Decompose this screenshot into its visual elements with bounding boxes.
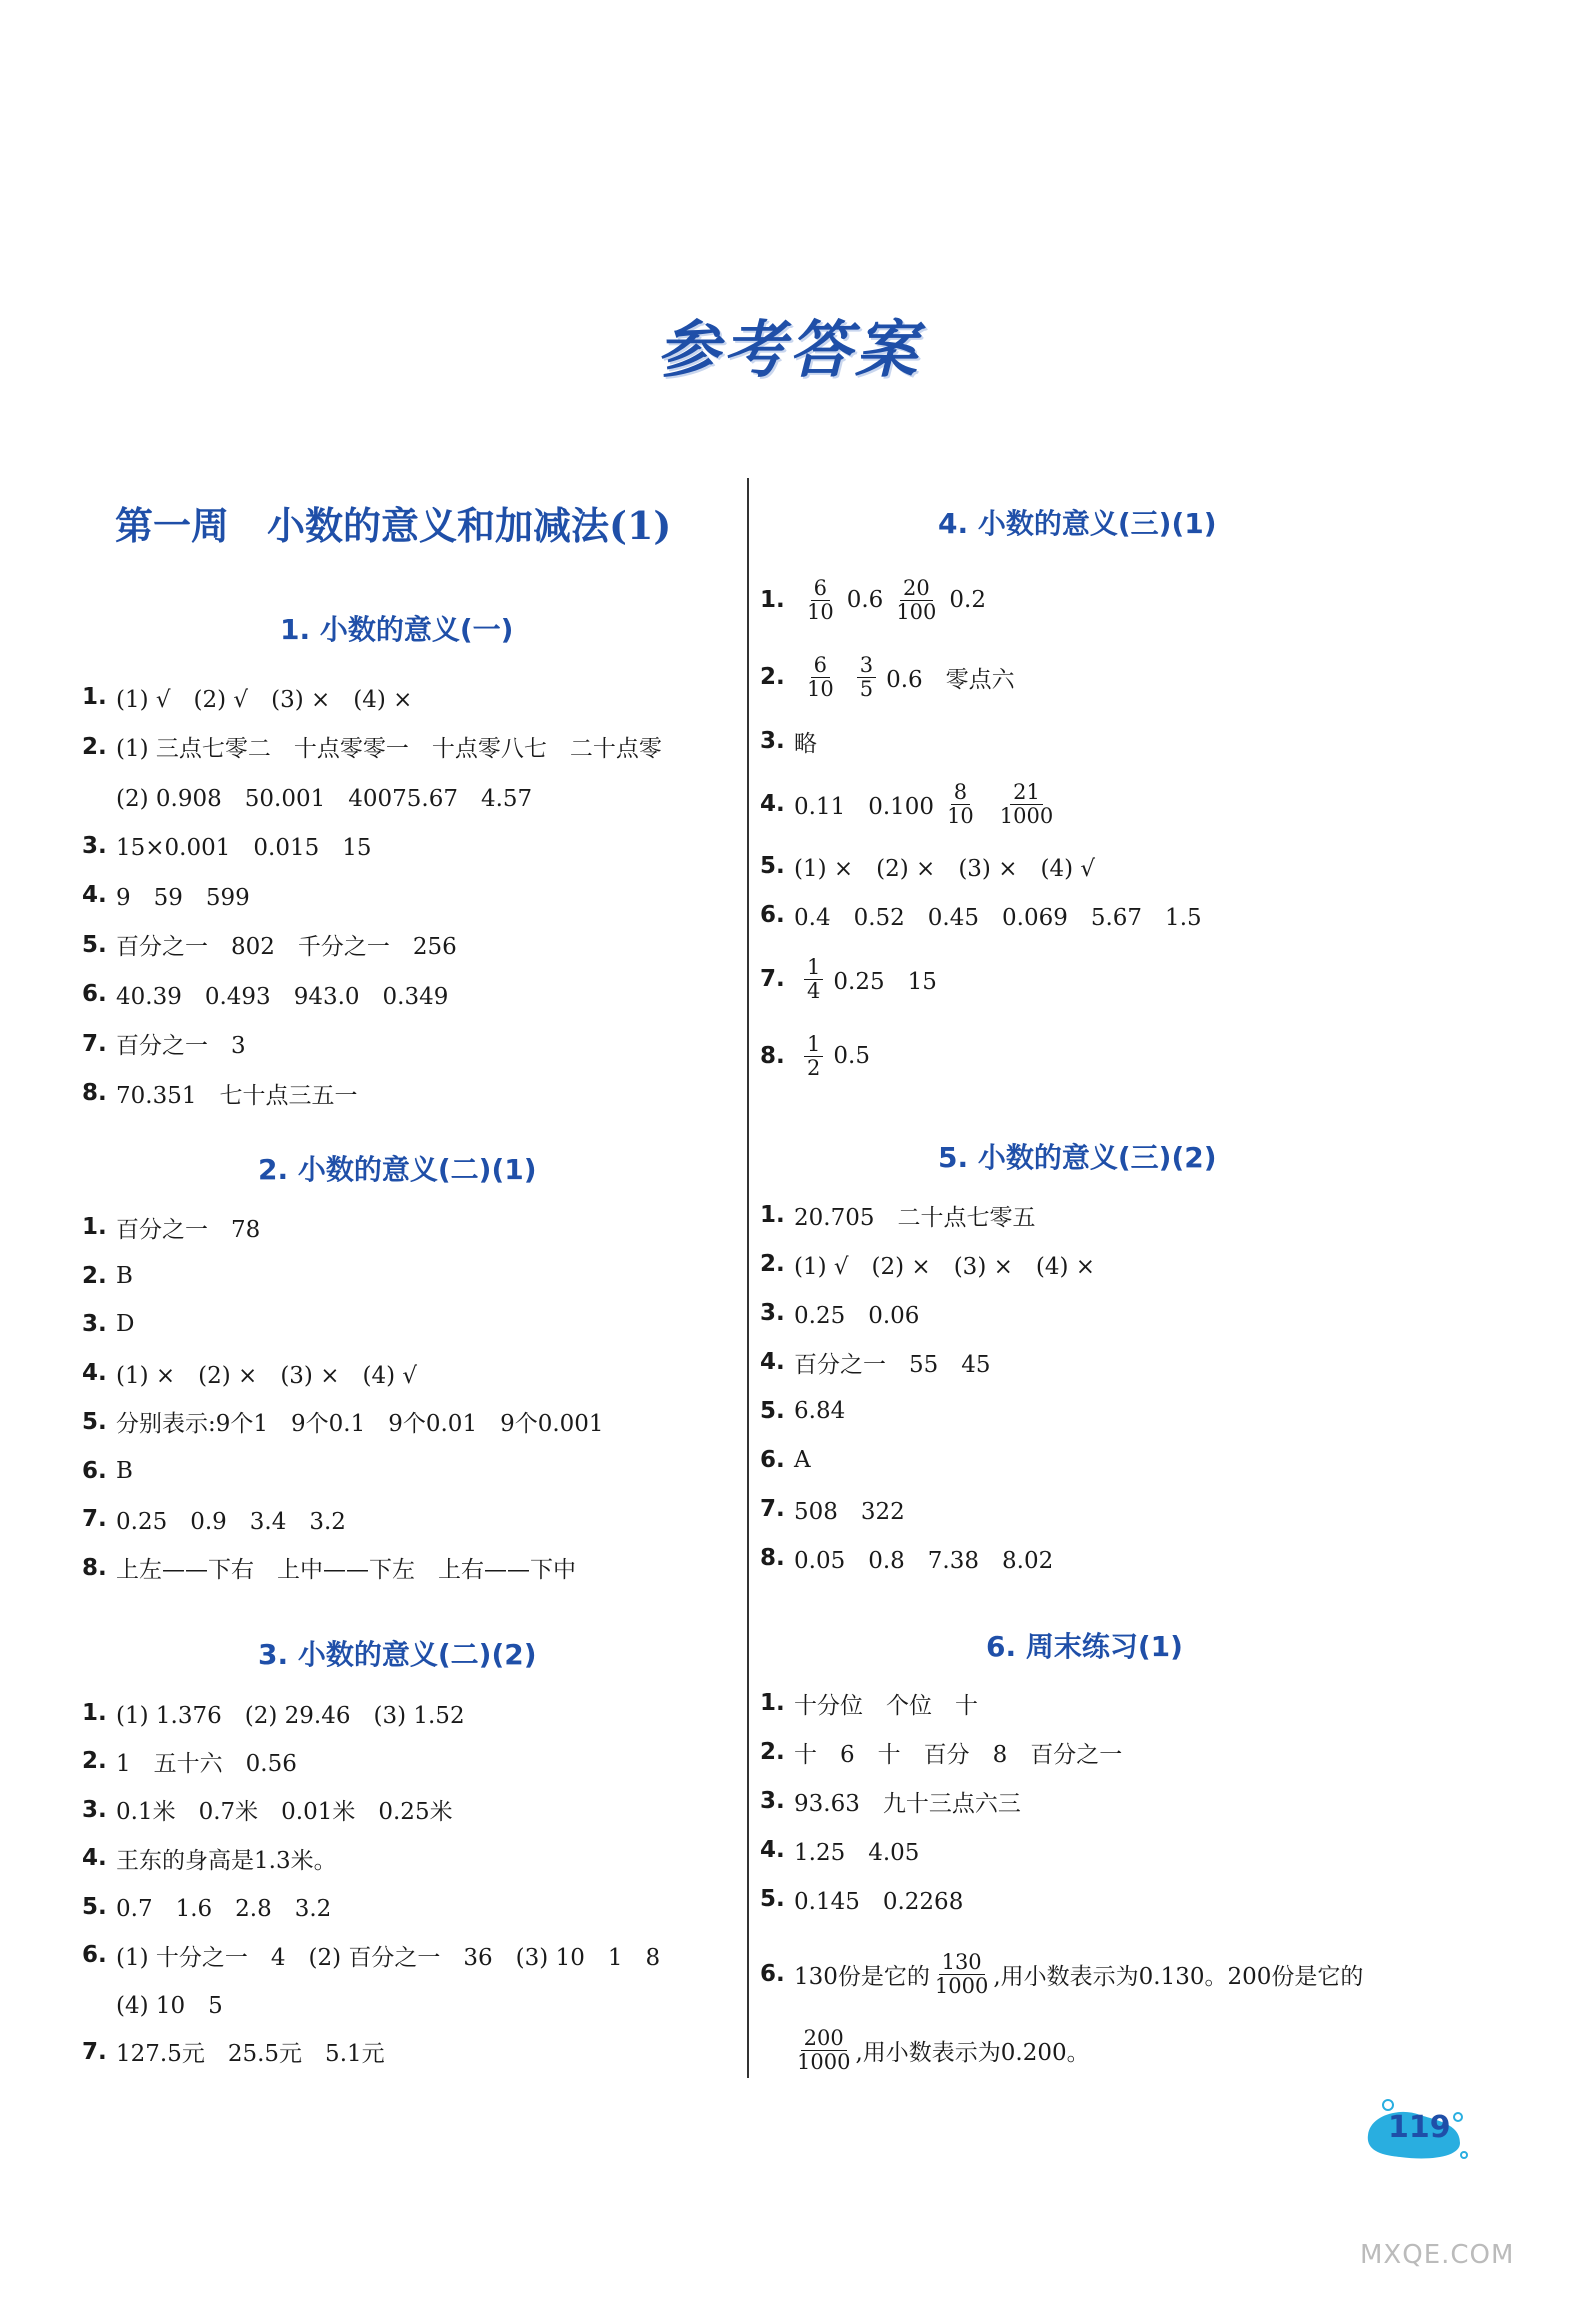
fraction (857, 654, 876, 699)
answer-row (760, 1342, 991, 1382)
answer-row (82, 727, 662, 767)
answer-row (82, 1838, 337, 1878)
answer-number: 7. (82, 1030, 107, 1057)
answer-row (82, 875, 250, 915)
answer-text: 0.05 0.8 7.38 8.02 (794, 1547, 1054, 1574)
week-title: 第一周 小数的意义和加减法(1) (115, 503, 672, 548)
answer-row (760, 721, 817, 761)
answer-number: 3. (760, 1300, 785, 1326)
answer-number: 5. (760, 1886, 785, 1912)
answer-number: 1. (760, 1202, 785, 1228)
answer-text: 9 59 599 (116, 884, 250, 911)
answer-text: 6.84 (794, 1398, 846, 1424)
page-number: 119 (1388, 2110, 1451, 2145)
answer-number: 5. (82, 931, 107, 958)
answer-row (82, 925, 457, 965)
page-title: 参考答案 (656, 313, 921, 386)
answer-number: 3. (82, 1796, 107, 1823)
answer-number: 2. (760, 1251, 785, 1277)
answer-number: 2. (82, 1262, 107, 1289)
answer-number: 8. (82, 1080, 107, 1106)
column-divider (747, 478, 749, 2078)
answer-row (760, 895, 1202, 935)
answer-text: (1) 三点七零二 十点零零一 十点零八七 二十点零 (116, 736, 662, 762)
answer-row (760, 1391, 845, 1431)
answer-row (82, 1741, 297, 1781)
answer-row (82, 1693, 465, 1733)
answer-number: 4. (760, 1837, 785, 1863)
answer-text: B (116, 1457, 133, 1484)
answer-number: 2. (82, 733, 107, 760)
numerator: 8 (951, 781, 970, 804)
answer-row (760, 780, 1066, 828)
fraction (997, 781, 1056, 826)
answer-row (760, 653, 1015, 701)
numerator: 200 (801, 2027, 847, 2050)
answer-number: 6. (82, 981, 107, 1007)
answer-text: 0.11 0.100 (794, 793, 935, 820)
answer-number: 5. (82, 1893, 107, 1920)
answer-number: 2. (82, 1748, 107, 1775)
answer-row (82, 1887, 331, 1927)
fraction (794, 2027, 853, 2072)
answer-number: 1. (760, 1690, 785, 1716)
denominator: 1000 (999, 803, 1054, 828)
answer-text: 0.25 15 (833, 968, 937, 995)
answer-row (116, 1983, 223, 2023)
numerator: 20 (900, 577, 933, 600)
answer-row (82, 1451, 133, 1491)
numerator: 130 (939, 1951, 985, 1974)
denominator: 5 (859, 676, 874, 701)
answer-text: 0.5 (833, 1043, 870, 1069)
answer-text: B (116, 1262, 133, 1289)
answer-text: 百分之一 55 45 (794, 1351, 991, 1378)
denominator: 100 (896, 599, 937, 624)
denominator: 10 (947, 803, 974, 828)
answer-row (760, 1244, 1095, 1284)
numerator: 1 (804, 1033, 823, 1056)
section-title-2: 2. 小数的意义(二)(1) (258, 1153, 537, 1186)
answer-number: 6. (82, 1942, 107, 1968)
answer-text: 百分之一 802 千分之一 256 (116, 934, 457, 960)
answer-text: 0.2 (949, 587, 986, 613)
answer-row (760, 1293, 919, 1333)
answer-text: 略 (794, 730, 817, 757)
answer-number: 6. (760, 902, 785, 928)
answer-text: 40.39 0.493 943.0 0.349 (116, 983, 449, 1010)
answer-number: 4. (82, 1360, 107, 1387)
answer-number: 7. (760, 966, 785, 992)
numerator: 6 (811, 577, 830, 600)
answer-row (82, 2032, 385, 2072)
answer-text: 百分之一 3 (116, 1033, 246, 1059)
answer-row (760, 1946, 1363, 2002)
answer-row (116, 776, 532, 816)
answer-number: 5. (760, 1398, 785, 1424)
answer-row (760, 1683, 978, 1723)
answer-text: 0.1米 0.7米 0.01米 0.25米 (116, 1799, 453, 1826)
denominator: 1000 (934, 1973, 989, 1998)
answer-text: (1) √ (2) × (3) × (4) × (794, 1253, 1096, 1280)
section-title-5: 5. 小数的意义(三)(2) (938, 1141, 1217, 1174)
answer-row (82, 1402, 604, 1442)
answer-text: (1) × (2) × (3) × (4) √ (794, 855, 1096, 882)
answer-text: 0.25 0.9 3.4 3.2 (116, 1508, 346, 1535)
answer-row (760, 1781, 1021, 1821)
answer-row (794, 2022, 1090, 2078)
answer-row (760, 1440, 811, 1480)
answer-number: 1. (82, 1700, 107, 1726)
answer-text: (1) 1.376 (2) 29.46 (3) 1.52 (116, 1702, 465, 1729)
answer-number: 7. (82, 1506, 107, 1533)
answer-row (82, 1024, 246, 1064)
answer-text: 130份是它的 (794, 1963, 930, 1990)
answer-text: (4) 10 5 (116, 1992, 223, 2019)
answer-number: 1. (82, 1214, 107, 1240)
answer-text: D (116, 1311, 135, 1338)
answer-number: 1. (760, 587, 785, 613)
answer-text: (2) 0.908 50.001 40075.67 4.57 (116, 785, 533, 812)
answer-row (760, 846, 1095, 886)
answer-row (760, 1830, 919, 1870)
answer-text: (1) × (2) × (3) × (4) √ (116, 1362, 418, 1389)
answer-row (82, 1207, 260, 1247)
answer-row (82, 826, 372, 866)
answer-number: 5. (82, 1408, 107, 1435)
answer-number: 7. (82, 2038, 107, 2065)
answer-text: ,用小数表示为0.200。 (855, 2039, 1090, 2066)
answer-number: 6. (760, 1961, 785, 1987)
answer-number: 2. (760, 1739, 785, 1765)
section-title-1: 1. 小数的意义(一) (280, 613, 514, 646)
answer-row (82, 1548, 576, 1588)
answer-text: A (794, 1447, 811, 1473)
answer-text: ,用小数表示为0.130。200份是它的 (993, 1963, 1364, 1990)
answer-text: 127.5元 25.5元 5.1元 (116, 2041, 385, 2068)
answer-row (760, 1538, 1053, 1578)
denominator: 10 (807, 676, 834, 701)
answer-text: 分别表示:9个1 9个0.1 9个0.01 9个0.001 (116, 1411, 604, 1438)
numerator: 3 (857, 654, 876, 677)
answer-number: 1. (82, 684, 107, 710)
numerator: 6 (811, 654, 830, 677)
answer-number: 3. (82, 832, 107, 859)
answer-number: 8. (760, 1545, 785, 1571)
numerator: 21 (1010, 781, 1043, 804)
answer-text: 十 6 十 百分 8 百分之一 (794, 1741, 1123, 1768)
answer-row (760, 1032, 870, 1080)
answer-row (760, 576, 986, 624)
denominator: 1000 (797, 2049, 851, 2074)
answer-row (82, 1073, 357, 1113)
fraction (932, 1951, 991, 1996)
answer-text: 0.7 1.6 2.8 3.2 (116, 1896, 332, 1923)
fraction (944, 781, 977, 826)
answer-number: 8. (82, 1554, 107, 1581)
answer-row (82, 1256, 133, 1296)
answer-number: 4. (760, 1349, 785, 1375)
answer-number: 3. (760, 1788, 785, 1814)
numerator: 1 (804, 956, 823, 979)
answer-text: 70.351 七十点三五一 (116, 1082, 358, 1109)
answer-row (82, 1353, 417, 1393)
denominator: 2 (807, 1055, 821, 1080)
answer-number: 5. (760, 853, 785, 879)
answer-text: 1 五十六 0.56 (116, 1750, 297, 1777)
answer-text: (1) 十分之一 4 (2) 百分之一 36 (3) 10 1 8 (116, 1944, 661, 1971)
answer-number: 3. (82, 1311, 107, 1338)
answer-text: 王东的身高是1.3米。 (116, 1847, 337, 1874)
fraction (804, 956, 823, 1001)
answer-text: 1.25 4.05 (794, 1839, 920, 1866)
answer-number: 2. (760, 664, 785, 690)
answer-number: 6. (760, 1447, 785, 1473)
answer-text: 0.25 0.06 (794, 1302, 920, 1329)
fraction (804, 1033, 823, 1078)
section-title-3: 3. 小数的意义(二)(2) (258, 1638, 537, 1671)
answer-row (82, 1304, 134, 1344)
fraction (804, 577, 837, 622)
answer-text: (1) √ (2) √ (3) × (4) × (116, 686, 413, 713)
answer-number: 7. (760, 1496, 785, 1522)
answer-row (760, 1879, 963, 1919)
denominator: 10 (807, 599, 834, 624)
answer-row (82, 1935, 660, 1975)
answer-number: 8. (760, 1043, 785, 1069)
answer-text: 15×0.001 0.015 15 (116, 835, 372, 861)
answer-row (760, 1195, 1035, 1235)
answer-text: 十分位 个位 十 (794, 1692, 978, 1719)
answer-row (82, 974, 448, 1014)
answer-row (82, 1790, 453, 1830)
answer-row (82, 1499, 346, 1539)
answer-text: 0.6 (846, 587, 884, 613)
section-title-4: 4. 小数的意义(三)(1) (938, 507, 1217, 540)
watermark: MXQE.COM (1360, 2240, 1515, 2270)
answer-text: 0.145 0.2268 (794, 1888, 964, 1915)
answer-row (760, 1489, 905, 1529)
answer-row (82, 677, 412, 717)
answer-number: 4. (760, 791, 785, 817)
answer-text: 93.63 九十三点六三 (794, 1790, 1021, 1817)
answer-row (760, 955, 937, 1003)
answer-text: 0.4 0.52 0.45 0.069 5.67 1.5 (794, 904, 1202, 931)
section-title-6: 6. 周末练习(1) (986, 1630, 1183, 1663)
answer-text: 508 322 (794, 1498, 905, 1525)
answer-text: 上左——下右 上中——下左 上右——下中 (116, 1557, 576, 1584)
answer-text: 0.6 零点六 (886, 666, 1015, 693)
answer-number: 4. (82, 1845, 107, 1872)
denominator: 4 (807, 978, 821, 1003)
answer-number: 3. (760, 728, 785, 754)
fraction (804, 654, 837, 699)
fraction (893, 577, 939, 622)
answer-number: 6. (82, 1457, 107, 1484)
answer-number: 4. (82, 882, 107, 908)
answer-row (760, 1732, 1122, 1772)
answer-text: 百分之一 78 (116, 1216, 261, 1243)
answer-text: 20.705 二十点七零五 (794, 1204, 1036, 1231)
